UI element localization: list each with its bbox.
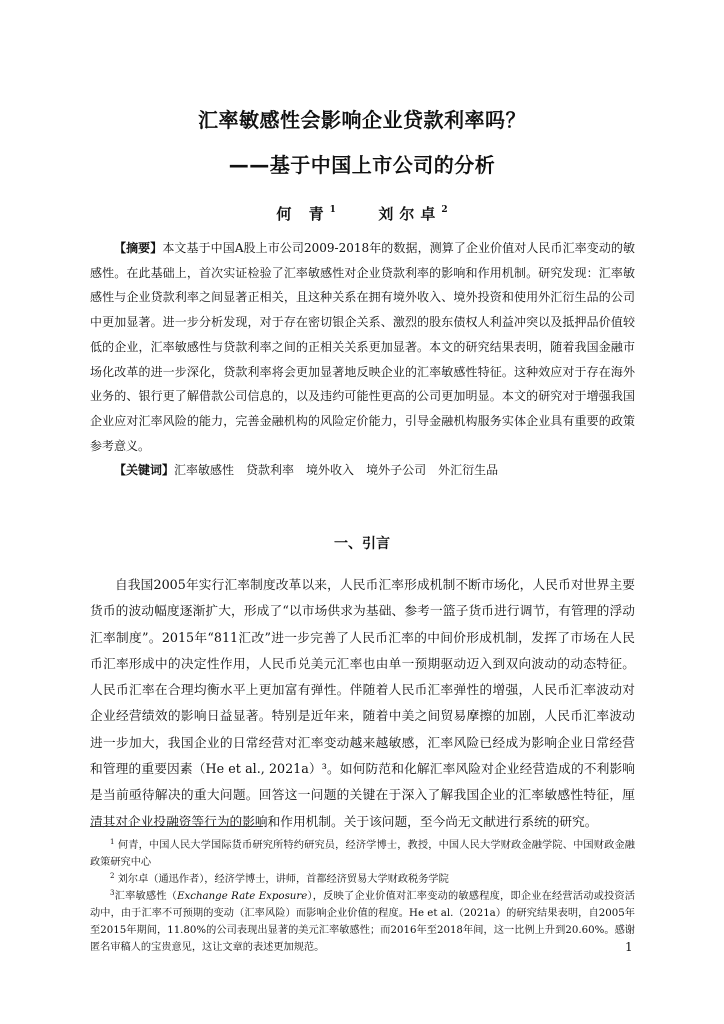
footnote-mark: 2 [110, 872, 115, 880]
footnote-mark: 3 [110, 889, 115, 897]
footnote-text: 刘尔卓（通迅作者），经济学博士，讲师，首都经济贸易大学财政税务学院 [117, 874, 449, 885]
footnote-divider [90, 826, 263, 827]
keyword: 境外收入 [306, 463, 355, 477]
paper-title: 汇率敏感性会影响企业贷款利率吗？ [198, 108, 526, 132]
footnote-text: 汇率敏感性（ [114, 891, 178, 902]
author-line [0, 203, 724, 224]
author-name: 刘尔卓 [378, 205, 442, 223]
footnote-mark: 1 [110, 838, 115, 846]
author-name: 何 青 [276, 205, 330, 223]
keyword: 贷款利率 [246, 463, 295, 477]
keyword: 汇率敏感性 [174, 463, 235, 477]
footnote [90, 834, 635, 871]
paper-subtitle: ——基于中国上市公司的分析 [228, 153, 496, 177]
section-heading: 一、引言 [334, 536, 390, 552]
footnote-term: Exchange Rate Exposure [177, 891, 308, 902]
abstract [90, 236, 635, 458]
introduction-paragraph: 自我国2005年实行汇率制度改革以来，人民币汇率形成机制不断市场化，人民币对世界主要货币的波动幅度逐渐扩大，形成了“以市场供求为基础、参考一篮子货币进行调节，有管理的浮动汇率制度”。2015年“811汇改”进一步完善了人民币汇率的中间价形成机制，发挥了市场在人民币汇率形成中的决定性作用，人民币兑美元汇率也由单一预期驱动迈入到双向波动的动态特征。人民币汇率在合理均衡水平上更加富有弹性。伴随着人民币汇率弹性的增强，人民币汇率波动对企业经营绩效的影响日益显著。特别是近年来，随着中美之间贸易摩擦的加剧，人民币汇率波动进一步加大，我国企业的日常经营对汇率变动越来越敏感，汇率风险已经成为影响企业日常经营和管理的重要因素（He et al., 2021a）³。如何防范和化解汇率风险对企业经营造成的不利影响是当前亟待解决的重大问题。回答这一问题的关键在于深入了解我国企业的汇率敏感性特征，厘清其对企业投融资等行为的影响和作用机制。关于该问题，至今尚无文献进行系统的研究。 [90, 577, 635, 829]
keywords-label: 【关键词】 [114, 463, 175, 477]
footnote [90, 885, 635, 956]
abstract-label: 【摘要】 [114, 241, 163, 255]
author-footnote-mark[interactable]: 2 [441, 205, 448, 215]
author-footnote-mark[interactable]: 1 [329, 205, 336, 215]
footnote-text: 何青，中国人民大学国际货币研究所特约研究员，经济学博士，教授，中国人民大学财政金融学院、中国财政金融政策研究中心 [90, 840, 635, 868]
keywords [114, 458, 510, 482]
keyword: 境外子公司 [366, 463, 427, 477]
abstract-text: 本文基于中国A股上市公司2009-2018年的数据，测算了企业价值对人民币汇率变动的敏感性。在此基础上，首次实证检验了汇率敏感性对企业贷款利率的影响和作用机制。研究发现：汇率敏感性与企业贷款利率之间显著正相关，且这种关系在拥有境外收入、境外投资和使用外汇衍生品的公司中更加显著。进一步分析发现，对于存在密切银企关系、激烈的股东债权人利益冲突以及抵押品价值较低的企业，汇率敏感性与贷款利率之间的正相关关系更加显著。本文的研究结果表明，随着我国金融市场化改革的进一步深化，贷款利率将会更加显著地反映企业的汇率敏感性特征。这种效应对于存在海外业务的、银行更了解借款公司信息的，以及违约可能性更高的公司更加明显。本文的研究对于增强我国企业应对汇率风险的能力，完善金融机构的风险定价能力，引导金融机构服务实体企业具有重要的政策参考意义。 [90, 241, 635, 453]
footnote-text: ），反映了企业价值对汇率变动的敏感程度，即企业在经营活动或投资活动中，由于汇率不可预期的变动（汇率风险）而影响企业价值的程度。He et al.（2021a）的研究结果表明，自2005年至2015年期间，11.80%的公司表现出显著的美元汇率敏感性；而2016年至2018年间，这一比例上升到20.60%。感谢匿名审稿人的宝贵意见，这让文章的表述更加规范。 [90, 891, 635, 953]
page-number: 1 [625, 940, 633, 954]
keyword: 外汇衍生品 [438, 463, 499, 477]
